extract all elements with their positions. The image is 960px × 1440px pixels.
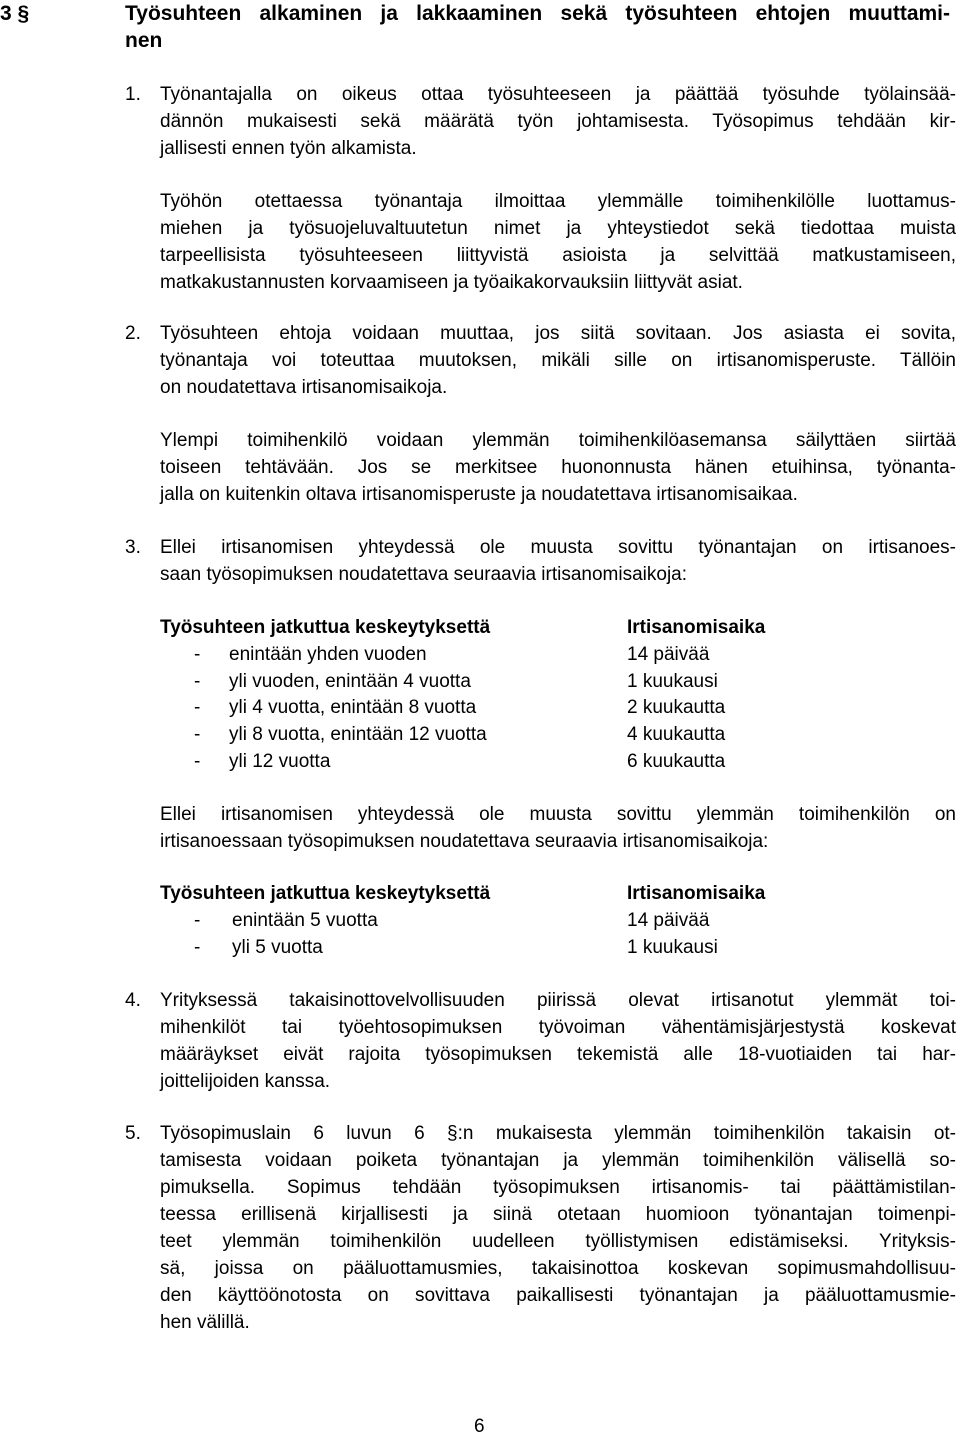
- text-line: jallisesti ennen työn alkamista.: [160, 138, 417, 159]
- text-line: tarpeellisista työsuhteeseen liittyvistä asioista ja selvittää matkustamiseen,: [160, 245, 956, 266]
- item-number-3: 3.: [125, 537, 141, 558]
- text-line: sä, joissa on pääluottamusmies, takaisinottoa koskevan sopimusmahdollisuu-: [160, 1258, 956, 1279]
- item2-paragraph1: [160, 320, 956, 401]
- text-line: tamisesta voidaan poiketa työnantajan ja ylemmän toimihenkilön välisellä so-: [160, 1150, 956, 1171]
- table1-row-notice: 6 kuukautta: [627, 751, 726, 772]
- section-title-line2: nen: [125, 29, 163, 52]
- text-line: Yrityksessä takaisinottovelvollisuuden piirissä olevat irtisanotut ylemmät toi-: [160, 990, 956, 1011]
- text-line: den käyttöönotosta on sovittava paikallisesti työnantajan ja pääluottamusmie-: [160, 1285, 956, 1306]
- text-line: määräykset eivät rajoita työsopimuksen tekemistä alle 18-vuotiaiden tai har-: [160, 1044, 956, 1065]
- table2-col2-header: Irtisanomisaika: [627, 883, 766, 904]
- item2-paragraph2: [160, 427, 956, 508]
- table1-col2-header: Irtisanomisaika: [627, 617, 766, 638]
- item1-paragraph1: [160, 81, 956, 162]
- table1-row-duration: enintään yhden vuoden: [229, 644, 427, 665]
- item5-paragraph: [160, 1120, 956, 1336]
- table1-row-dash: -: [194, 724, 201, 745]
- text-line: teessa erillisenä kirjallisesti ja siinä otetaan huomioon työnantajan toimenpi-: [160, 1204, 956, 1225]
- table1-col1-header: Työsuhteen jatkuttua keskeytyksettä: [160, 617, 491, 638]
- text-line: miehen ja työsuojeluvaltuutetun nimet ja yhteystiedot sekä tiedottaa muista: [160, 218, 956, 239]
- table1-row-notice: 2 kuukautta: [627, 697, 726, 718]
- text-line: Ellei irtisanomisen yhteydessä ole muusta sovittu ylemmän toimihenkilön on: [160, 804, 956, 825]
- item4-paragraph: [160, 987, 956, 1095]
- text-line: dännön mukaisesti sekä määrätä työn johtamisesta. Työsopimus tehdään kir-: [160, 111, 956, 132]
- text-line: matkakustannusten korvaamiseen ja työaikakorvauksiin liittyvät asiat.: [160, 272, 743, 293]
- section-number: 3 §: [0, 2, 30, 25]
- item-number-1: 1.: [125, 84, 141, 105]
- table1-row-dash: -: [194, 671, 201, 692]
- table1-row-dash: -: [194, 751, 201, 772]
- table1-row-duration: yli 8 vuotta, enintään 12 vuotta: [229, 724, 487, 745]
- table2-col1-header: Työsuhteen jatkuttua keskeytyksettä: [160, 883, 491, 904]
- text-line: hen välillä.: [160, 1312, 250, 1333]
- table2-row-notice: 14 päivää: [627, 910, 710, 931]
- item3-intro: [160, 534, 956, 588]
- item3-intro2: [160, 801, 956, 855]
- table1-row-notice: 14 päivää: [627, 644, 710, 665]
- text-line: irtisanoessaan työsopimuksen noudatettava seuraavia irtisanomisaikoja:: [160, 831, 769, 852]
- item-number-5: 5.: [125, 1123, 141, 1144]
- item-number-4: 4.: [125, 990, 141, 1011]
- table1-row-dash: -: [194, 697, 201, 718]
- text-line: pimuksella. Sopimus tehdään työsopimuksen irtisanomis- tai päättämistilan-: [160, 1177, 956, 1198]
- table1-row-notice: 4 kuukautta: [627, 724, 726, 745]
- text-line: Työhön otettaessa työnantaja ilmoittaa ylemmälle toimihenkilölle luottamus-: [160, 191, 956, 212]
- table2-row-notice: 1 kuukausi: [627, 937, 718, 958]
- text-line: toiseen tehtävään. Jos se merkitsee huononnusta hänen etuihinsa, työnanta-: [160, 457, 956, 478]
- text-line: Työsuhteen ehtoja voidaan muuttaa, jos siitä sovitaan. Jos asiasta ei sovita,: [160, 323, 956, 344]
- text-line: Työnantajalla on oikeus ottaa työsuhteeseen ja päättää työsuhde työlainsää-: [160, 84, 956, 105]
- table2-row-duration: yli 5 vuotta: [232, 937, 323, 958]
- section-title-line1: Työsuhteen alkaminen ja lakkaaminen sekä työsuhteen ehtojen muuttami-: [125, 2, 950, 25]
- page-number: 6: [474, 1416, 485, 1437]
- table2-row-dash: -: [194, 910, 201, 931]
- table1-row-duration: yli 12 vuotta: [229, 751, 331, 772]
- table2-row-duration: enintään 5 vuotta: [232, 910, 378, 931]
- text-line: jalla on kuitenkin oltava irtisanomisperuste ja noudatettava irtisanomisaikaa.: [160, 484, 798, 505]
- text-line: Ellei irtisanomisen yhteydessä ole muusta sovittu työnantajan on irtisanoes-: [160, 537, 956, 558]
- table1-row-dash: -: [194, 644, 201, 665]
- text-line: Ylempi toimihenkilö voidaan ylemmän toimihenkilöasemansa säilyttäen siirtää: [160, 430, 956, 451]
- text-line: työnantaja voi toteuttaa muutoksen, mikäli sille on irtisanomisperuste. Tällöin: [160, 350, 956, 371]
- text-line: Työsopimuslain 6 luvun 6 §:n mukaisesta ylemmän toimihenkilön takaisin ot-: [160, 1123, 956, 1144]
- table1-row-duration: yli vuoden, enintään 4 vuotta: [229, 671, 471, 692]
- text-line: mihenkilöt tai työehtosopimuksen työvoiman vähentämisjärjestystä koskevat: [160, 1017, 956, 1038]
- table1-row-duration: yli 4 vuotta, enintään 8 vuotta: [229, 697, 477, 718]
- table2-row-dash: -: [194, 937, 201, 958]
- item-number-2: 2.: [125, 323, 141, 344]
- table1-row-notice: 1 kuukausi: [627, 671, 718, 692]
- text-line: joittelijoiden kanssa.: [160, 1071, 331, 1092]
- text-line: saan työsopimuksen noudatettava seuraavia irtisanomisaikoja:: [160, 564, 688, 585]
- item1-paragraph2: [160, 188, 956, 296]
- text-line: teet ylemmän toimihenkilön uudelleen työllistymisen edistämiseksi. Yrityksis-: [160, 1231, 956, 1252]
- text-line: on noudatettava irtisanomisaikoja.: [160, 377, 448, 398]
